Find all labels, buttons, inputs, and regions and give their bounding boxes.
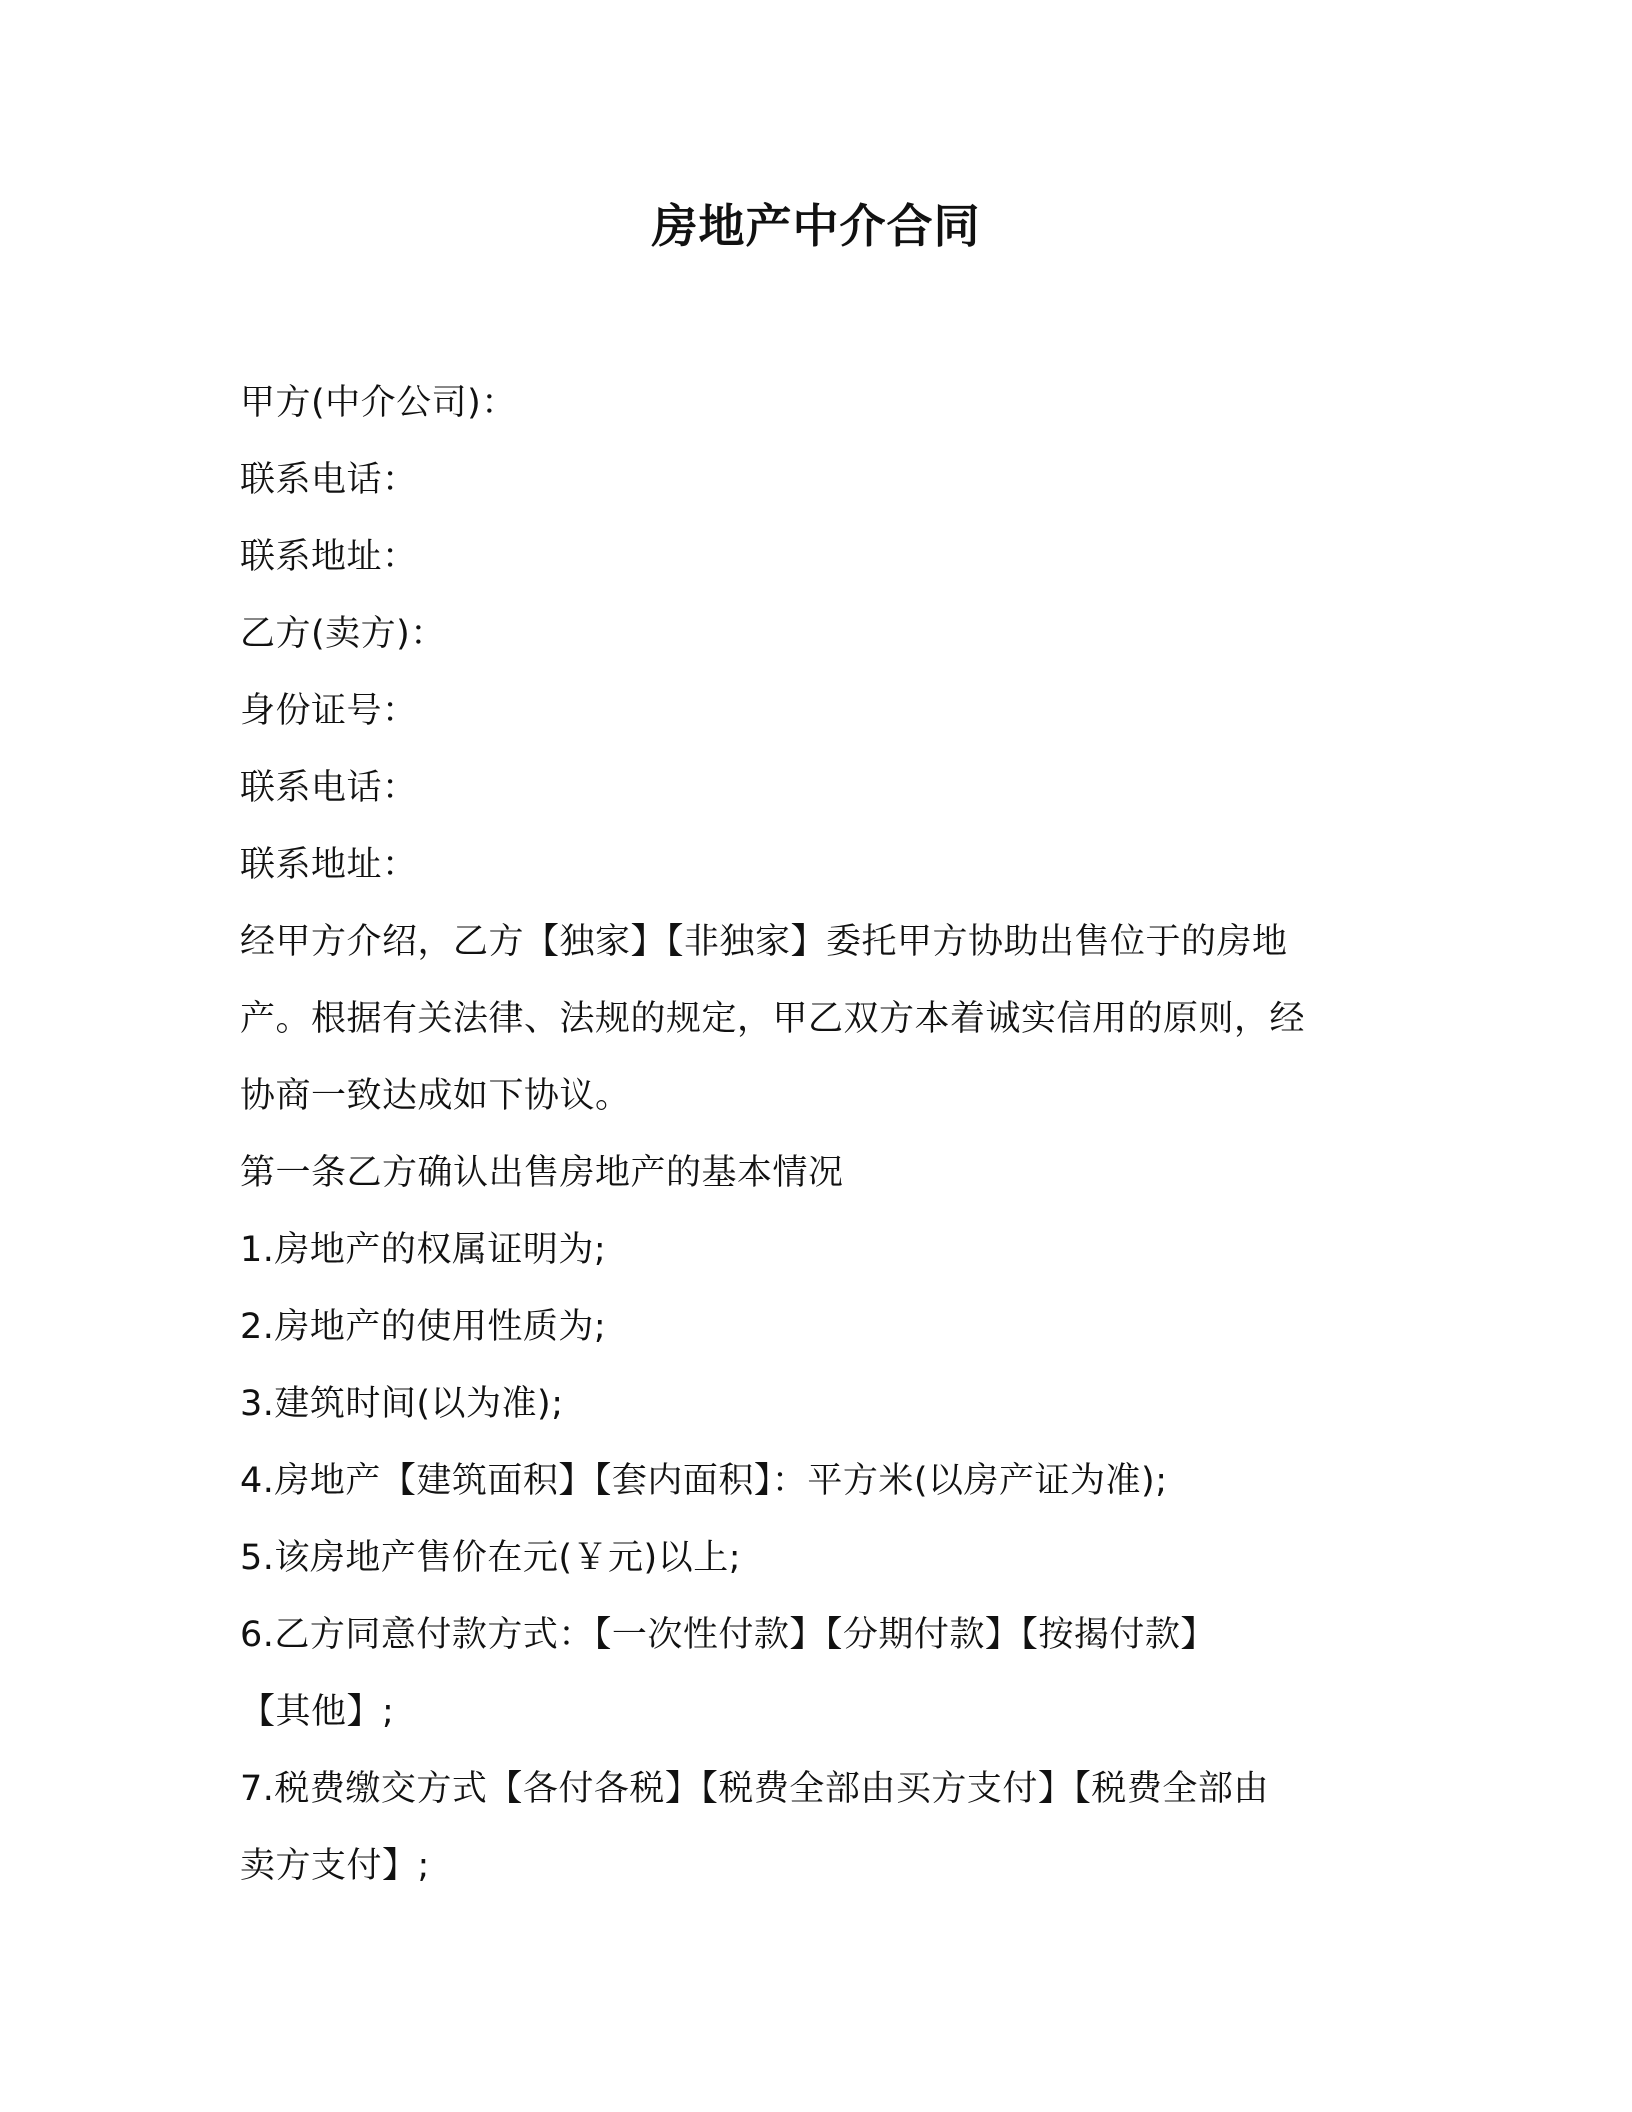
article-1-item: 6.乙方同意付款方式：【一次性付款】【分期付款】【按揭付款】 bbox=[240, 1615, 1216, 1655]
intro-line: 经甲方介绍，乙方【独家】【非独家】委托甲方协助出售位于的房地 bbox=[240, 922, 1288, 962]
party-b-address-field: 联系地址： bbox=[240, 845, 418, 885]
article-1-item: 7.税费缴交方式【各付各税】【税费全部由买方支付】【税费全部由 bbox=[240, 1769, 1269, 1809]
party-b-id-field: 身份证号： bbox=[240, 691, 418, 731]
document-title: 房地产中介合同 bbox=[651, 199, 981, 253]
article-1-item: 1.房地产的权属证明为; bbox=[240, 1230, 607, 1270]
article-1-item: 3.建筑时间(以为准); bbox=[240, 1384, 564, 1424]
article-1-item: 4.房地产【建筑面积】【套内面积】：平方米(以房产证为准); bbox=[240, 1461, 1168, 1501]
article-1-heading: 第一条乙方确认出售房地产的基本情况 bbox=[240, 1153, 844, 1193]
article-1-item: 5.该房地产售价在元(￥元)以上; bbox=[240, 1538, 741, 1578]
party-a-phone-field: 联系电话： bbox=[240, 460, 418, 500]
intro-line: 产。根据有关法律、法规的规定，甲乙双方本着诚实信用的原则，经 bbox=[240, 999, 1306, 1039]
article-1-item: 2.房地产的使用性质为; bbox=[240, 1307, 607, 1347]
party-b-field: 乙方(卖方)： bbox=[240, 614, 446, 654]
intro-line: 协商一致达成如下协议。 bbox=[240, 1076, 631, 1116]
article-1-item-continued: 【其他】; bbox=[240, 1692, 395, 1732]
party-b-phone-field: 联系电话： bbox=[240, 768, 418, 808]
party-a-address-field: 联系地址： bbox=[240, 537, 418, 577]
article-1-item-continued: 卖方支付】; bbox=[240, 1846, 430, 1886]
document-body bbox=[240, 365, 1380, 1905]
party-a-field: 甲方(中介公司)： bbox=[240, 383, 517, 423]
